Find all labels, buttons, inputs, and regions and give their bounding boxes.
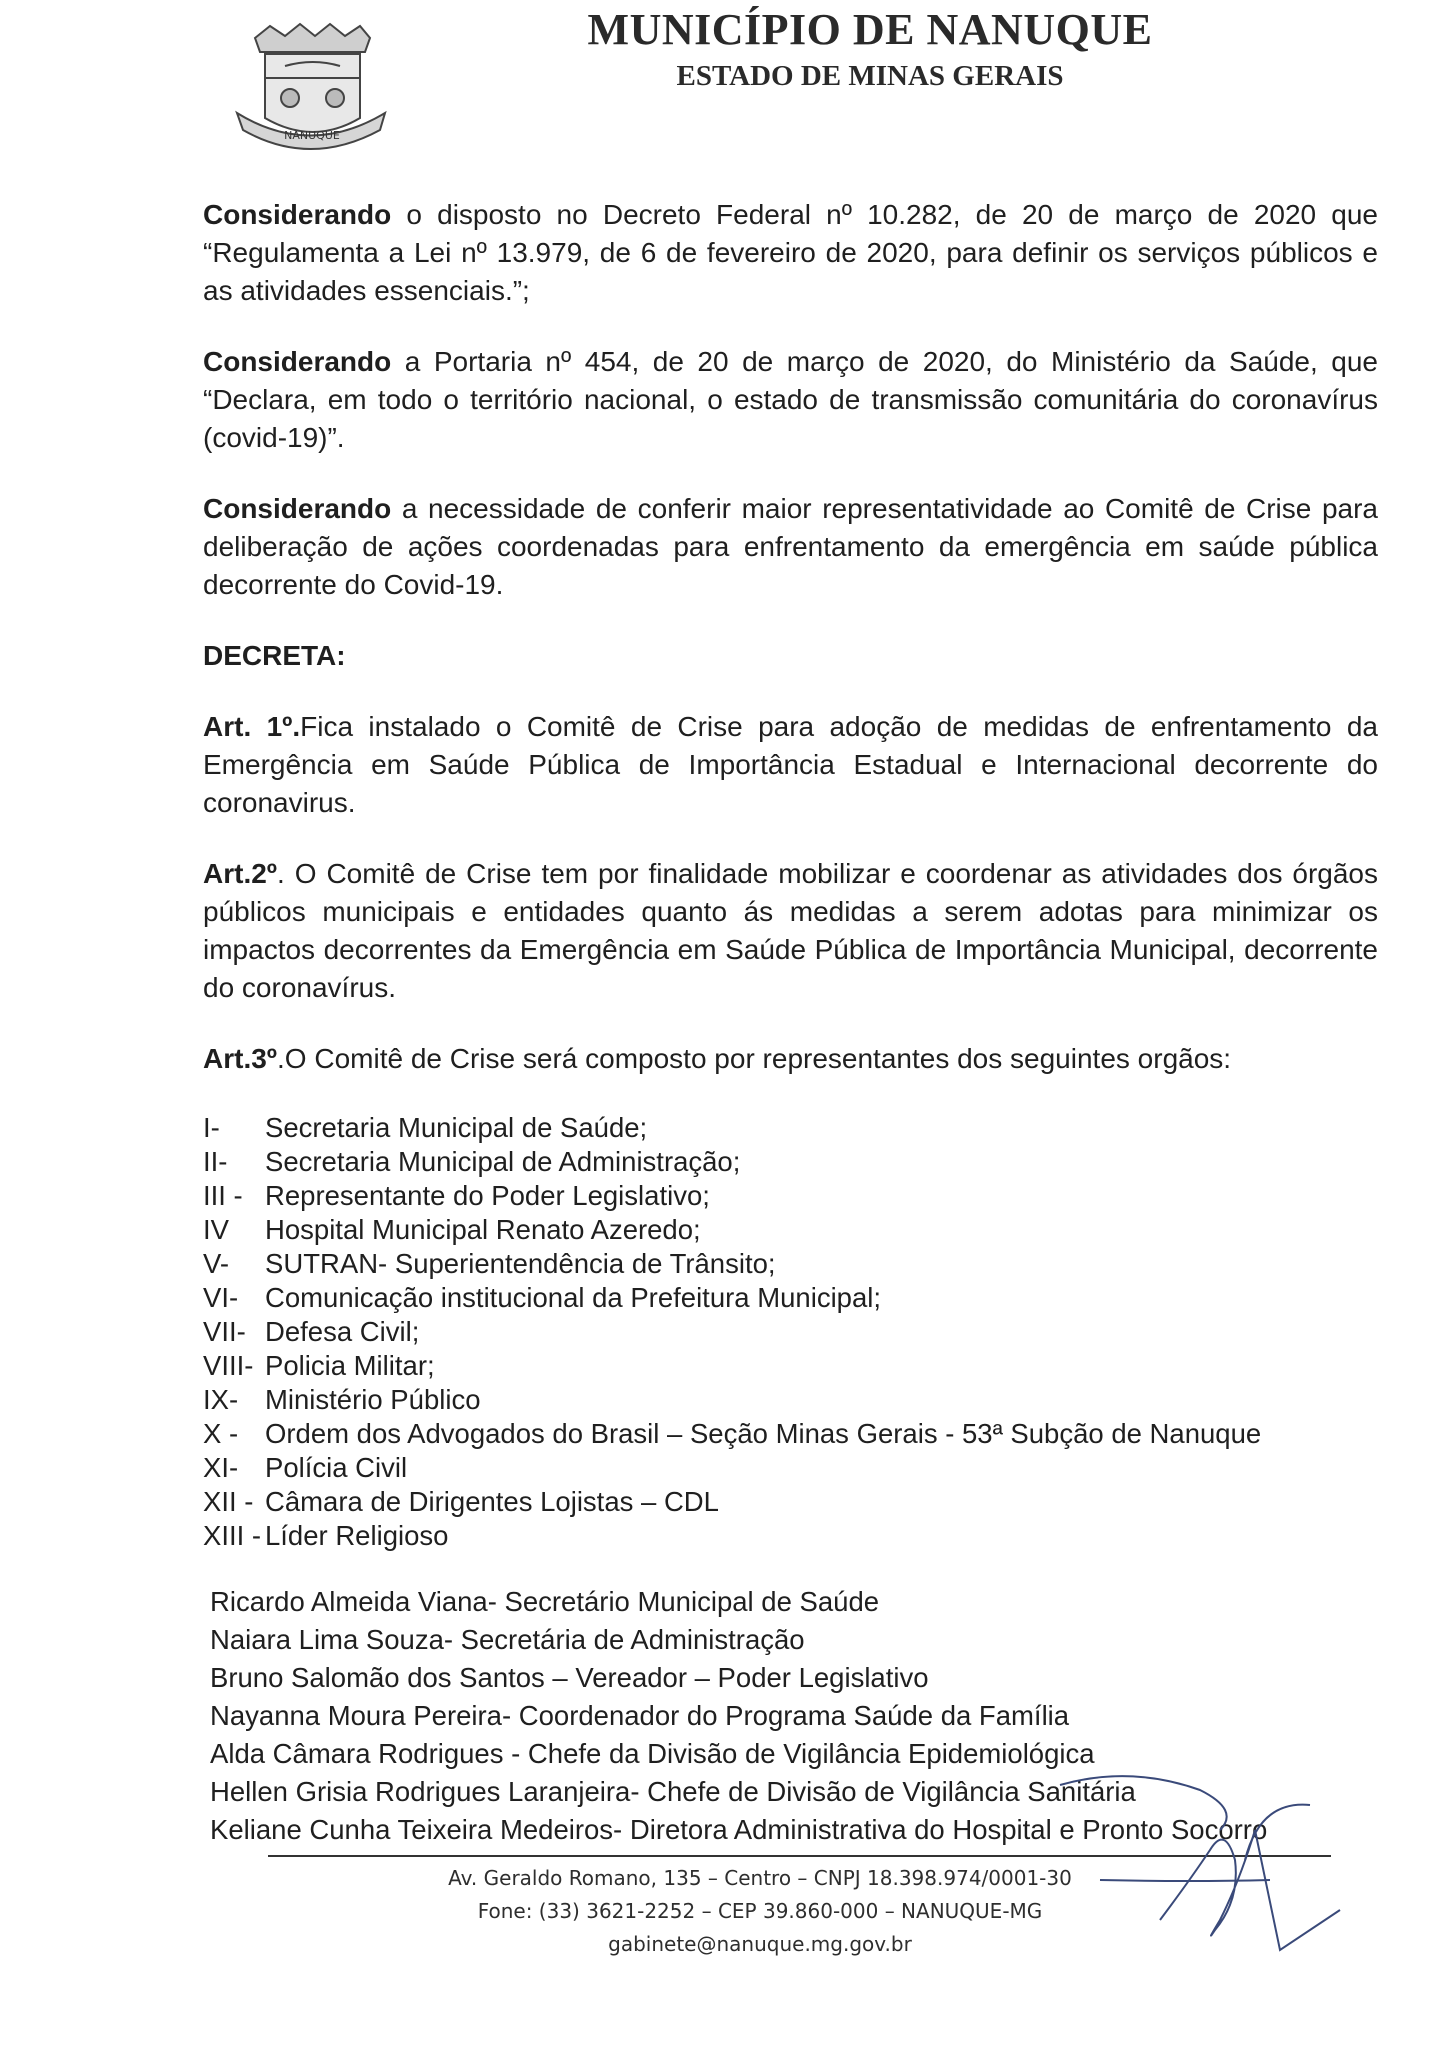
- list-item-number: IX-: [203, 1384, 239, 1415]
- article-3: [203, 1040, 1378, 1078]
- list-item-number: VIII-: [203, 1350, 254, 1381]
- list-item-text: Ordem dos Advogados do Brasil – Seção Minas Gerais - 53ª Subção de Nanuque: [265, 1418, 1262, 1449]
- list-item-number: VII-: [203, 1316, 246, 1347]
- list-item: [203, 1349, 1378, 1383]
- list-item-number: X -: [203, 1418, 239, 1449]
- considerando-text: a necessidade de conferir maior representatividade ao Comitê de Crise para deliberação de ações coordenadas para enfrentamento da emergência em saúde pública decorrente do Covid-19.: [203, 493, 1378, 600]
- orgaos-list: [203, 1111, 1378, 1553]
- list-item: [203, 1383, 1378, 1417]
- page-subtitle: ESTADO DE MINAS GERAIS: [676, 60, 1064, 92]
- list-item-text: Hospital Municipal Renato Azeredo;: [265, 1214, 701, 1245]
- list-item: [203, 1519, 1378, 1553]
- list-item: [203, 1315, 1378, 1349]
- article-text: . O Comitê de Crise tem por finalidade mobilizar e coordenar as atividades dos órgãos públicos municipais e entidades quanto ás medidas a serem adotas para minimizar os impactos decorrentes da Emergência em Saúde Pública de Importância Municipal, decorrente do coronavírus.: [203, 858, 1378, 1003]
- list-item: [203, 1485, 1378, 1519]
- signature-icon: [1040, 1770, 1410, 1970]
- list-item-number: XII -: [203, 1486, 254, 1517]
- list-item-text: Representante do Poder Legislativo;: [265, 1180, 710, 1211]
- footer-address: Av. Geraldo Romano, 135 – Centro – CNPJ 18.398.974/0001-30: [448, 1866, 1072, 1890]
- list-item-number: IV: [203, 1214, 229, 1245]
- member-item: Bruno Salomão dos Santos – Vereador – Poder Legislativo: [210, 1662, 929, 1693]
- page-title: MUNICÍPIO DE NANUQUE: [587, 5, 1153, 54]
- list-item-text: Defesa Civil;: [265, 1316, 420, 1347]
- article-1: [203, 708, 1378, 822]
- list-item: [203, 1281, 1378, 1315]
- list-item-text: Ministério Público: [265, 1384, 481, 1415]
- list-item-text: Líder Religioso: [265, 1520, 449, 1551]
- list-item-text: Comunicação institucional da Prefeitura Municipal;: [265, 1282, 882, 1313]
- article-lead: Art.2º: [203, 858, 278, 889]
- list-item-text: Secretaria Municipal de Administração;: [265, 1146, 741, 1177]
- list-item-text: Secretaria Municipal de Saúde;: [265, 1112, 648, 1143]
- decreta-heading: DECRETA:: [203, 640, 346, 671]
- list-item: [203, 1179, 1378, 1213]
- considerando-text: a Portaria nº 454, de 20 de março de 2020, do Ministério da Saúde, que “Declara, em todo o território nacional, o estado de transmissão comunitária do coronavírus (covid-19)”.: [203, 346, 1378, 453]
- article-lead: Art. 1º.: [203, 711, 301, 742]
- list-item-number: III -: [203, 1180, 243, 1211]
- list-item-text: Policia Militar;: [265, 1350, 435, 1381]
- list-item: [203, 1145, 1378, 1179]
- member-item: Hellen Grisia Rodrigues Laranjeira- Chefe de Divisão de Vigilância Sanitária: [210, 1776, 1136, 1807]
- list-item: [203, 1111, 1378, 1145]
- document-body: [203, 196, 1378, 1849]
- list-item-number: V-: [203, 1248, 229, 1279]
- considerando-1: [203, 196, 1378, 310]
- list-item: [203, 1451, 1378, 1485]
- list-item-text: SUTRAN- Superientendência de Trânsito;: [265, 1248, 776, 1279]
- article-text: Fica instalado o Comitê de Crise para adoção de medidas de enfrentamento da Emergência em Saúde Pública de Importância Estadual e Internacional decorrente do coronavirus.: [203, 711, 1379, 818]
- member-item: Naiara Lima Souza- Secretária de Administração: [210, 1624, 805, 1655]
- member-item: Nayanna Moura Pereira- Coordenador do Programa Saúde da Família: [210, 1700, 1070, 1731]
- footer-email: gabinete@nanuque.mg.gov.br: [608, 1932, 912, 1956]
- crest-ribbon-text: NANUQUE: [284, 129, 340, 142]
- member-item: Alda Câmara Rodrigues - Chefe da Divisão de Vigilância Epidemiológica: [210, 1738, 1095, 1769]
- member-item: Keliane Cunha Teixeira Medeiros- Diretora Administrativa do Hospital e Pronto Socorro: [210, 1814, 1268, 1845]
- municipal-crest: [225, 18, 395, 168]
- list-item: [203, 1247, 1378, 1281]
- article-text: .O Comitê de Crise será composto por representantes dos seguintes orgãos:: [277, 1043, 1232, 1074]
- list-item-number: VI-: [203, 1282, 239, 1313]
- considerando-2: [203, 343, 1378, 457]
- considerando-lead: Considerando: [203, 493, 392, 524]
- member-item: Ricardo Almeida Viana- Secretário Municipal de Saúde: [210, 1586, 880, 1617]
- considerando-text: o disposto no Decreto Federal nº 10.282, de 20 de março de 2020 que “Regulamenta a Lei nº 13.979, de 6 de fevereiro de 2020, para definir os serviços públicos e as atividades essenciais.”;: [203, 199, 1378, 306]
- footer-phone: Fone: (33) 3621-2252 – CEP 39.860-000 – NANUQUE-MG: [477, 1899, 1043, 1923]
- list-item: [203, 1213, 1378, 1247]
- article-lead: Art.3º: [203, 1043, 278, 1074]
- article-2: [203, 855, 1378, 1007]
- list-item-text: Câmara de Dirigentes Lojistas – CDL: [265, 1486, 719, 1517]
- list-item-number: XI-: [203, 1452, 239, 1483]
- list-item-number: XIII -: [203, 1520, 262, 1551]
- list-item-number: II-: [203, 1146, 228, 1177]
- list-item-text: Polícia Civil: [265, 1452, 408, 1483]
- considerando-lead: Considerando: [203, 346, 392, 377]
- considerando-3: [203, 490, 1378, 604]
- considerando-lead: Considerando: [203, 199, 392, 230]
- list-item-number: I-: [203, 1112, 220, 1143]
- list-item: [203, 1417, 1378, 1451]
